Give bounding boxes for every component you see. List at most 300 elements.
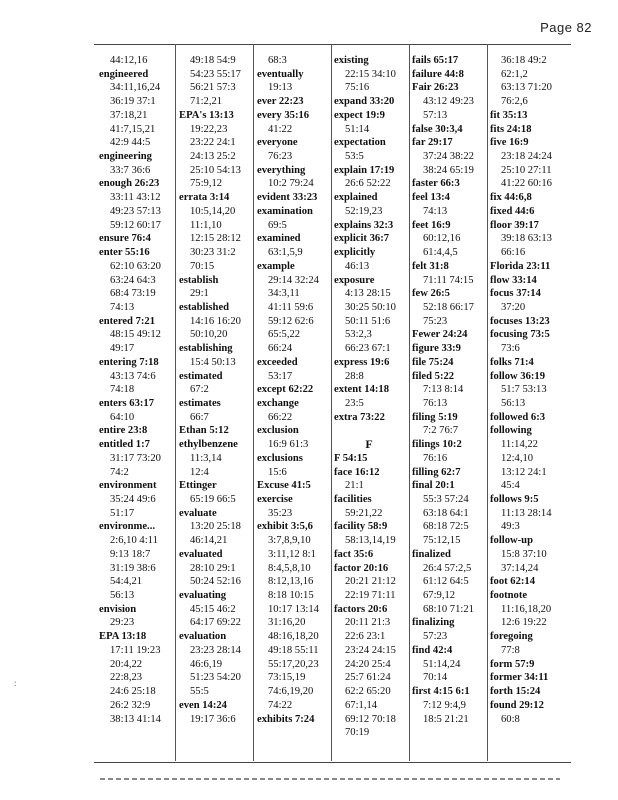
index-term: exceeded [257, 356, 298, 368]
column-divider [253, 44, 254, 761]
index-term: Fair 26:23 [412, 82, 459, 94]
index-term: fails 65:17 [412, 55, 459, 66]
index-term: Florida 23:11 [490, 260, 551, 272]
page-reference: 30:25 50:10 [345, 301, 396, 313]
page-reference: 62:2 65:20 [345, 686, 391, 698]
page-reference: 65:19 66:5 [190, 494, 236, 505]
page-reference: 17:11 19:23 [110, 644, 161, 656]
index-column-4 [334, 54, 404, 740]
page-reference: 68:3 [268, 55, 287, 66]
page-reference: 23:5 [345, 397, 364, 409]
page-reference: 25:10 27:11 [501, 164, 552, 176]
page-reference: 75:12,15 [423, 535, 461, 547]
page-reference: 63:18 64:1 [423, 507, 469, 519]
page-reference: 12:6 19:22 [501, 617, 547, 629]
index-term: far 29:17 [412, 137, 453, 149]
page-reference: 46:6,19 [190, 658, 223, 670]
page-reference: 38:24 65:19 [423, 164, 474, 176]
index-term: exhibits 7:24 [257, 713, 315, 725]
page-reference: 50:10,20 [190, 329, 228, 341]
index-term: final 20:1 [412, 480, 455, 492]
index-term: envision [99, 603, 137, 615]
index-term: Excuse 41:5 [257, 480, 311, 492]
index-term: expectation [334, 137, 386, 149]
column-divider [487, 44, 488, 761]
page-reference: 74:18 [110, 384, 135, 396]
page-reference: 51:14 [345, 123, 370, 135]
index-term: expect 19:9 [334, 109, 385, 121]
page-reference: 25:7 61:24 [345, 672, 391, 684]
page-reference: 24:20 25:4 [345, 658, 391, 670]
index-term: forth 15:24 [490, 686, 541, 698]
index-term: everything [257, 164, 306, 176]
page-reference: 26:2 32:9 [110, 699, 151, 711]
index-term: floor 39:17 [490, 219, 539, 231]
page-reference: 16:9 61:3 [268, 439, 309, 451]
index-term: feet 16:9 [412, 219, 451, 231]
page-reference: 49:23 57:13 [110, 205, 161, 217]
index-term: followed 6:3 [490, 411, 546, 423]
index-term: filling 62:7 [412, 466, 461, 478]
page-reference: 13:12 24:1 [501, 466, 547, 478]
index-term: everyone [257, 137, 298, 149]
page-reference: 53:2,3 [345, 329, 372, 341]
index-term: evaluating [179, 590, 227, 602]
page-reference: 38:13 41:14 [110, 713, 161, 725]
page-reference: 71:2,21 [190, 96, 223, 108]
index-term: F 54:15 [334, 452, 368, 464]
page-reference: 19:13 [268, 82, 293, 94]
index-term: establishing [179, 343, 233, 355]
page-reference: 12:4 [190, 466, 209, 478]
index-term: environme... [99, 521, 156, 533]
page-reference: 23:23 28:14 [190, 644, 241, 656]
page-reference: 73:6 [501, 343, 520, 355]
page-reference: 3:11,12 8:1 [268, 548, 316, 560]
index-term: exclusions [257, 452, 303, 464]
page-reference: 22:15 34:10 [345, 68, 396, 80]
index-column-6 [490, 54, 552, 726]
page-reference: 65:5,22 [268, 329, 301, 341]
page-reference: 59:12 62:6 [268, 315, 314, 327]
page-reference: 29:14 32:24 [268, 274, 319, 286]
page-reference: 60:12,16 [423, 233, 461, 245]
index-term: express 19:6 [334, 356, 390, 368]
page-reference: 68:4 73:19 [110, 288, 156, 300]
index-term: few 26:5 [412, 288, 450, 300]
index-column-5 [412, 54, 474, 726]
page-reference: 29:1 [190, 288, 209, 300]
page-reference: 20:21 21:12 [345, 576, 396, 588]
page-reference: 49:18 55:11 [268, 644, 319, 656]
page-reference: 24:13 25:2 [190, 151, 236, 163]
page-reference: 62:10 63:20 [110, 260, 161, 272]
index-term: filed 5:22 [412, 370, 455, 382]
page-reference: 55:17,20,23 [268, 658, 319, 670]
page-reference: 10:5,14,20 [190, 205, 236, 217]
index-term: feel 13:4 [412, 192, 450, 204]
page-reference: 63:24 64:3 [110, 274, 156, 286]
page-reference: 60:8 [501, 713, 520, 725]
index-term: entitled 1:7 [99, 439, 150, 451]
index-term: examined [257, 233, 301, 245]
page-reference: 48:15 49:12 [110, 329, 161, 341]
page-reference: 28:8 [345, 370, 364, 382]
index-term: exercise [257, 494, 293, 505]
index-term: Ethan 5:12 [179, 425, 229, 437]
page-number: Page 82 [540, 20, 592, 35]
index-term: fit 35:13 [490, 109, 528, 121]
page-reference: 63:13 71:20 [501, 82, 552, 94]
page-reference: 61:12 64:5 [423, 576, 469, 588]
index-term: evident 33:23 [257, 192, 318, 204]
index-term: errata 3:14 [179, 192, 230, 204]
page-reference: 12:4,10 [501, 452, 534, 464]
index-term: form 57:9 [490, 658, 535, 670]
index-term: Ettinger [179, 480, 217, 492]
page-reference: 73:15,19 [268, 672, 306, 684]
page-reference: 76:13 [423, 397, 448, 409]
page-reference: 34:3,11 [268, 288, 300, 300]
index-term: fits 24:18 [490, 123, 532, 135]
index-term: folks 71:4 [490, 356, 534, 368]
page-reference: 69:5 [268, 219, 287, 231]
index-term: factors 20:6 [334, 603, 388, 615]
page-reference: 37:24 38:22 [423, 151, 474, 163]
page-reference: 41:11 59:6 [268, 301, 314, 313]
index-term: factor 20:16 [334, 562, 389, 574]
page-reference: 66:23 67:1 [345, 343, 391, 355]
index-term: facility 58:9 [334, 521, 388, 533]
page-reference: 22:8,23 [110, 672, 143, 684]
index-term: explicit 36:7 [334, 233, 390, 245]
page-reference: 11:1,10 [190, 219, 222, 231]
page-reference: 20:11 21:3 [345, 617, 391, 629]
page-reference: 35:24 49:6 [110, 494, 156, 505]
page-reference: 50:11 51:6 [345, 315, 391, 327]
page-reference: 67:9,12 [423, 590, 456, 602]
page-reference: 20:4,22 [110, 658, 143, 670]
index-term: find 42:4 [412, 644, 453, 656]
page-reference: 74:6,19,20 [268, 686, 314, 698]
page-reference: 46:13 [345, 260, 370, 272]
page-reference: 18:5 21:21 [423, 713, 469, 725]
page-reference: 58:13,14,19 [345, 535, 396, 547]
page-reference: 37:14,24 [501, 562, 539, 574]
index-term: foregoing [490, 631, 533, 643]
page-reference: 31:19 38:6 [110, 562, 156, 574]
page-reference: 36:18 49:2 [501, 55, 547, 66]
index-term: ensure 76:4 [99, 233, 151, 245]
page-reference: 75:9,12 [190, 178, 223, 190]
page-reference: 41:22 60:16 [501, 178, 552, 190]
page-reference: 8:18 10:15 [268, 590, 314, 602]
page-reference: 56:13 [110, 590, 135, 602]
page-reference: 75:16 [345, 82, 370, 94]
index-term: face 16:12 [334, 466, 380, 478]
page-reference: 56:21 57:3 [190, 82, 236, 94]
page-reference: 46:14,21 [190, 535, 228, 547]
page-reference: 57:13 [423, 109, 448, 121]
page-reference: 14:16 16:20 [190, 315, 241, 327]
page-reference: 56:13 [501, 397, 526, 409]
index-term: extra 73:22 [334, 411, 385, 423]
page-reference: 26:4 57:2,5 [423, 562, 472, 574]
page-reference: 23:18 24:24 [501, 151, 552, 163]
index-term: file 75:24 [412, 356, 454, 368]
index-term: explained [334, 192, 378, 204]
index-term: filing 5:19 [412, 411, 458, 423]
page-reference: 77:8 [501, 644, 520, 656]
index-term: follows 9:5 [490, 494, 539, 505]
page-reference: 29:23 [110, 617, 135, 629]
index-term: ever 22:23 [257, 96, 304, 108]
index-term: exclusion [257, 425, 299, 437]
page-reference: 11:13 28:14 [501, 507, 552, 519]
index-term: footnote [490, 590, 528, 602]
page-reference: 30:23 31:2 [190, 247, 236, 259]
index-term: entering 7:18 [99, 356, 159, 368]
page-reference: 35:23 [268, 507, 293, 519]
page-reference: 70:14 [423, 672, 448, 684]
page-reference: 23:22 24:1 [190, 137, 236, 149]
index-term: examination [257, 205, 313, 217]
index-term: evaluation [179, 631, 227, 643]
page-reference: 55:3 57:24 [423, 494, 469, 505]
index-term: entire 23:8 [99, 425, 148, 437]
index-column-2 [179, 54, 241, 726]
page-reference: 51:23 54:20 [190, 672, 241, 684]
index-term: flow 33:14 [490, 274, 537, 286]
index-term: first 4:15 6:1 [412, 686, 470, 698]
page-reference: 64:17 69:22 [190, 617, 241, 629]
page-reference: 52:19,23 [345, 205, 383, 217]
page-reference: 66:24 [268, 343, 293, 355]
page-reference: 67:1,14 [345, 699, 378, 711]
page-reference: 41:7,15,21 [110, 123, 156, 135]
margin-mark: : [14, 678, 17, 688]
page-reference: 69:12 70:18 [345, 713, 396, 725]
index-term: failure 44:8 [412, 68, 464, 80]
index-term: ethylbenzene [179, 439, 238, 451]
page-reference: 54:4,21 [110, 576, 143, 588]
page-reference: 66:7 [190, 411, 209, 423]
page-reference: 70:19 [345, 727, 370, 739]
page-reference: 48:16,18,20 [268, 631, 319, 643]
page-reference: 42:9 44:5 [110, 137, 151, 149]
index-term: faster 66:3 [412, 178, 460, 190]
page-reference: 49:18 54:9 [190, 55, 236, 66]
index-term: engineering [99, 151, 152, 163]
index-term: engineered [99, 68, 149, 80]
page-reference: 15:8 37:10 [501, 548, 547, 560]
page-reference: 31:16,20 [268, 617, 306, 629]
page-reference: 37:20 [501, 301, 526, 313]
page-reference: 71:11 74:15 [423, 274, 474, 286]
page-reference: 45:15 46:2 [190, 603, 236, 615]
index-term: focus 37:14 [490, 288, 541, 300]
index-term: former 34:11 [490, 672, 549, 684]
index-term: fix 44:6,8 [490, 192, 532, 204]
index-term: focusing 73:5 [490, 329, 550, 341]
index-term: established [179, 301, 230, 313]
index-term: example [257, 260, 295, 272]
page-reference: 26:6 52:22 [345, 178, 391, 190]
page-reference: 74:13 [110, 301, 135, 313]
index-term: follow 36:19 [490, 370, 546, 382]
page-reference: 68:18 72:5 [423, 521, 469, 533]
index-term: establish [179, 274, 219, 286]
page-reference: 22:19 71:11 [345, 590, 396, 602]
page-reference: 25:10 54:13 [190, 164, 241, 176]
page-reference: 51:7 53:13 [501, 384, 547, 396]
index-term: five 16:9 [490, 137, 529, 149]
index-term: following [490, 425, 532, 437]
index-term: evaluated [179, 548, 223, 560]
page-reference: 15:4 50:13 [190, 356, 236, 368]
index-term: Fewer 24:24 [412, 329, 468, 341]
page-reference: 9:13 18:7 [110, 548, 151, 560]
page-reference: 74:2 [110, 466, 129, 478]
index-term: estimates [179, 397, 221, 409]
index-term: estimated [179, 370, 223, 382]
index-term: EPA's 13:13 [179, 109, 234, 121]
page-reference: 53:17 [268, 370, 293, 382]
page-reference: 53:5 [345, 151, 364, 163]
page-reference: 24:6 25:18 [110, 686, 156, 698]
page-reference: 66:22 [268, 411, 293, 423]
page-reference: 37:18,21 [110, 109, 148, 121]
page-reference: 36:19 37:1 [110, 96, 156, 108]
page-reference: 74:22 [268, 699, 293, 711]
index-term: focuses 13:23 [490, 315, 550, 327]
index-term: entered 7:21 [99, 315, 155, 327]
page-reference: 51:17 [110, 507, 135, 519]
page-reference: 7:12 9:4,9 [423, 699, 466, 711]
page-reference: 55:5 [190, 686, 209, 698]
page-reference: 31:17 73:20 [110, 452, 161, 464]
index-term: exposure [334, 274, 375, 286]
index-term: existing [334, 55, 369, 66]
page-reference: 64:10 [110, 411, 135, 423]
index-term: every 35:16 [257, 109, 310, 121]
page-reference: 19:22,23 [190, 123, 228, 135]
page-reference: 44:12,16 [110, 55, 148, 66]
index-term: foot 62:14 [490, 576, 536, 588]
page-reference: 67:2 [190, 384, 209, 396]
column-divider [331, 44, 332, 761]
page-reference: 57:23 [423, 631, 448, 643]
index-term: expand 33:20 [334, 96, 395, 108]
page-reference: 33:7 36:6 [110, 164, 151, 176]
index-term: false 30:3,4 [412, 123, 463, 135]
page-reference: 51:14,24 [423, 658, 461, 670]
page-reference: 22:6 23:1 [345, 631, 386, 643]
page-reference: 45:4 [501, 480, 520, 492]
index-term: fact 35:6 [334, 548, 374, 560]
page-reference: 28:10 29:1 [190, 562, 236, 574]
page-reference: 70:15 [190, 260, 215, 272]
index-term: exchange [257, 397, 299, 409]
index-term: extent 14:18 [334, 384, 390, 396]
page-reference: 52:18 66:17 [423, 301, 474, 313]
page-reference: 11:14,22 [501, 439, 538, 451]
page-reference: 41:22 [268, 123, 293, 135]
index-term: felt 31:8 [412, 260, 449, 272]
page-reference: 10:2 79:24 [268, 178, 314, 190]
index-term: follow-up [490, 535, 533, 547]
index-term: filings 10:2 [412, 439, 462, 451]
index-term: finalized [412, 548, 451, 560]
page-reference: 11:3,14 [190, 452, 222, 464]
column-divider [175, 44, 176, 761]
page-reference: 2:6,10 4:11 [110, 535, 158, 547]
page-reference: 15:6 [268, 466, 287, 478]
index-term: enter 55:16 [99, 247, 150, 259]
page-reference: 12:15 28:12 [190, 233, 241, 245]
page-reference: 10:17 13:14 [268, 603, 319, 615]
page-reference: 43:12 49:23 [423, 96, 474, 108]
page-reference: 7:2 76:7 [423, 425, 459, 437]
index-term: explains 32:3 [334, 219, 394, 231]
index-term: explain 17:19 [334, 164, 395, 176]
index-term: exhibit 3:5,6 [257, 521, 313, 533]
index-term: eventually [257, 68, 304, 80]
page-reference: 21:1 [345, 480, 364, 492]
page-reference: 34:11,16,24 [110, 82, 161, 94]
index-term: except 62:22 [257, 384, 314, 396]
page-reference: 8:12,13,16 [268, 576, 314, 588]
section-letter: F [365, 437, 373, 452]
page-reference: 23:24 24:15 [345, 644, 396, 656]
page-reference: 74:13 [423, 205, 448, 217]
index-term: even 14:24 [179, 699, 227, 711]
page-reference: 59:21,22 [345, 507, 383, 519]
page-reference: 50:24 52:16 [190, 576, 241, 588]
page-reference: 19:17 36:6 [190, 713, 236, 725]
page-reference: 76:16 [423, 452, 448, 464]
page-reference: 49:3 [501, 521, 520, 533]
page-reference: 68:10 71:21 [423, 603, 474, 615]
index-term: EPA 13:18 [99, 631, 147, 643]
page-reference: 49:17 [110, 343, 135, 355]
page-reference: 54:23 55:17 [190, 68, 241, 80]
index-term: fixed 44:6 [490, 205, 535, 217]
index-term: enough 26:23 [99, 178, 160, 190]
index-term: finalizing [412, 617, 455, 629]
page-reference: 75:23 [423, 315, 448, 327]
page-reference: 61:4,4,5 [423, 247, 458, 259]
index-term: figure 33:9 [412, 343, 461, 355]
page-reference: 43:13 74:6 [110, 370, 156, 382]
page-reference: 3:7,8,9,10 [268, 535, 311, 547]
page-reference: 4:13 28:15 [345, 288, 391, 300]
page-reference: 33:11 43:12 [110, 192, 161, 204]
index-term: explicitly [334, 247, 376, 259]
blank-line [334, 424, 404, 438]
index-term: evaluate [179, 507, 217, 519]
page-reference: 62:1,2 [501, 68, 528, 80]
page-reference: 76:2,6 [501, 96, 528, 108]
page-reference: 63:1,5,9 [268, 247, 303, 259]
page-reference: 59:12 60:17 [110, 219, 161, 231]
footer-rule [100, 778, 560, 780]
index-term: enters 63:17 [99, 397, 155, 409]
column-divider [409, 44, 410, 761]
page-reference: 39:18 63:13 [501, 233, 552, 245]
index-column-3 [257, 54, 319, 726]
page-reference: 11:16,18,20 [501, 603, 552, 615]
